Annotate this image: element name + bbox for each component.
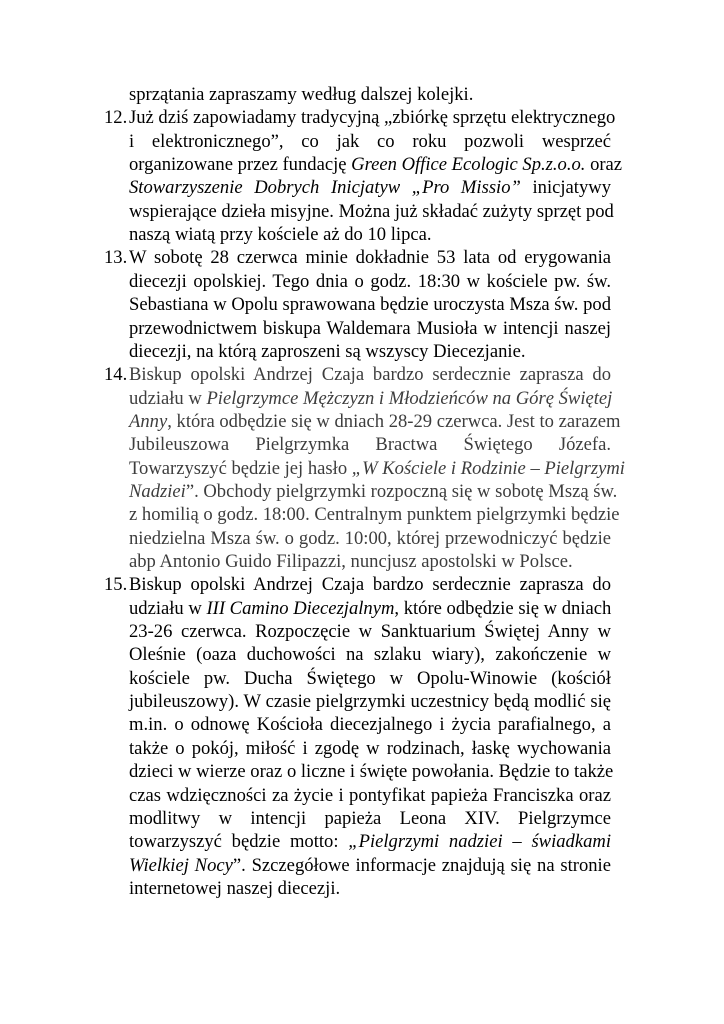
- text-run: dzieci w wierze oraz o liczne i święte powołania. Będzie to także: [129, 761, 614, 783]
- text-run: Sebastiana w Opolu sprawowana będzie uroczysta Msza św. pod: [129, 294, 611, 316]
- text-run: inicjatywy: [520, 177, 611, 199]
- text-line: [129, 877, 340, 901]
- text-line: [129, 527, 611, 551]
- text-run: Oleśnie (oaza duchowości na szlaku wiary), zakończenie w: [129, 644, 611, 666]
- text-run: organizowane przez fundację: [129, 154, 352, 176]
- text-line: [129, 807, 611, 831]
- text-run: internetowej naszej diecezji.: [129, 877, 341, 899]
- text-line: [129, 200, 614, 224]
- text-line: [129, 690, 611, 714]
- text-line: [129, 480, 618, 504]
- text-line: [129, 830, 611, 854]
- italic-run: Anny: [129, 410, 168, 432]
- italic-run: III Camino Diecezjalnym: [206, 597, 395, 619]
- text-line: [129, 457, 625, 481]
- text-run: Towarzyszyć będzie jej hasło: [129, 457, 352, 479]
- text-run: , która odbędzie się w dniach 28-29 czerwca. Jest to zarazem: [167, 410, 621, 432]
- text-run: udziału w: [129, 387, 207, 409]
- text-line: [129, 854, 611, 878]
- text-line: [129, 83, 473, 107]
- text-line: [129, 130, 611, 154]
- text-line: [129, 760, 614, 784]
- italic-run: „W Kościele i Rodzinie – Pielgrzymi: [351, 457, 625, 479]
- text-line: [129, 597, 611, 621]
- text-run: sprzątania zapraszamy według dalszej kolejki.: [129, 84, 474, 105]
- text-line: [129, 317, 611, 341]
- list-number: 13.: [104, 247, 128, 269]
- text-line: [129, 246, 611, 270]
- text-run: udziału w: [129, 597, 207, 619]
- text-run: także o pokój, miłość i zgodę w rodzinach, łaskę wychowania: [129, 737, 611, 759]
- text-run: i elektronicznego”, co jak co roku pozwoli wesprzeć: [129, 130, 611, 152]
- text-run: naszą wiatą przy kościele aż do 10 lipca.: [129, 224, 432, 246]
- text-run: jubileuszowy). W czasie pielgrzymki uczestnicy będą modlić się: [129, 691, 611, 713]
- text-run: Biskup opolski Andrzej Czaja bardzo serdecznie zaprasza do: [129, 574, 611, 596]
- text-line: [129, 106, 616, 130]
- text-run: abp Antonio Guido Filipazzi, nuncjusz apostolski w Polsce.: [129, 551, 573, 572]
- text-line: [129, 363, 611, 387]
- text-line: [129, 340, 525, 364]
- text-run: modlitwy w intencji papieża Leona XIV. Pielgrzymce: [129, 807, 611, 829]
- italic-run: Pielgrzymce Mężczyzn i Młodzieńców na Górę Świętej: [206, 387, 613, 409]
- italic-run: „Pielgrzymi nadziei – świadkami: [348, 831, 611, 853]
- text-run: Biskup opolski Andrzej Czaja bardzo serdecznie zaprasza do: [129, 364, 611, 386]
- italic-run: Green Office Ecologic Sp.z.o.o.: [351, 154, 586, 176]
- text-run: ”. Obchody pielgrzymki rozpoczną się w sobotę Mszą św.: [185, 480, 618, 502]
- italic-run: Wielkiej Nocy: [129, 854, 233, 876]
- text-run: wspierające dzieła misyjne. Można już składać zużyty sprzęt pod: [129, 200, 614, 222]
- text-run: Jubileuszowa Pielgrzymka Bractwa Świętego Józefa.: [129, 434, 611, 456]
- text-run: W sobotę 28 czerwca minie dokładnie 53 lata od erygowania: [129, 247, 611, 269]
- list-number: 15.: [104, 574, 128, 596]
- text-run: 23-26 czerwca. Rozpoczęcie w Sanktuarium Świętej Anny w: [129, 621, 611, 643]
- text-run: z homilią o godz. 18:00. Centralnym punktem pielgrzymki będzie: [129, 504, 620, 526]
- text-line: [129, 573, 611, 597]
- text-line: [129, 433, 611, 457]
- text-run: diecezji, na którą zaproszeni są wszyscy Diecezjanie.: [129, 340, 526, 362]
- text-run: , które odbędzie się w dniach: [394, 597, 612, 619]
- text-line: [129, 176, 611, 200]
- text-line: [129, 737, 611, 761]
- italic-run: Nadziei: [129, 480, 186, 502]
- italic-run: Stowarzyszenie Dobrych Inicjatyw „Pro Missio”: [129, 177, 521, 199]
- text-line: [129, 550, 573, 574]
- text-run: ”. Szczegółowe informacje znajdują się na stronie: [232, 854, 611, 876]
- text-line: [129, 270, 611, 294]
- text-run: m.in. o odnowę Kościoła diecezjalnego i życia parafialnego, a: [129, 714, 611, 736]
- list-number: 12.: [104, 107, 128, 129]
- text-run: Już dziś zapowiadamy tradycyjną „zbiórkę sprzętu elektrycznego: [129, 107, 616, 129]
- text-run: towarzyszyć będzie motto:: [129, 831, 349, 853]
- list-number: 14.: [104, 364, 128, 386]
- text-line: [129, 223, 432, 247]
- text-line: [129, 293, 611, 317]
- text-run: przewodnictwem biskupa Waldemara Musioła w intencji naszej: [129, 317, 611, 339]
- text-run: czas wdzięczności za życie i pontyfikat papieża Franciszka oraz: [129, 784, 611, 806]
- text-line: [129, 153, 623, 177]
- text-line: [129, 643, 611, 667]
- text-line: [129, 387, 611, 411]
- text-line: [129, 667, 611, 691]
- text-run: kościele pw. Ducha Świętego w Opolu-Winowie (kościół: [129, 667, 611, 689]
- text-line: [129, 784, 611, 808]
- text-line: [129, 620, 611, 644]
- text-run: niedzielna Msza św. o godz. 10:00, której przewodniczyć będzie: [129, 527, 611, 549]
- text-run: oraz: [585, 154, 623, 176]
- text-line: [129, 713, 611, 737]
- text-run: diecezji opolskiej. Tego dnia o godz. 18:30 w kościele pw. św.: [129, 270, 611, 292]
- text-line: [129, 410, 621, 434]
- text-line: [129, 503, 620, 527]
